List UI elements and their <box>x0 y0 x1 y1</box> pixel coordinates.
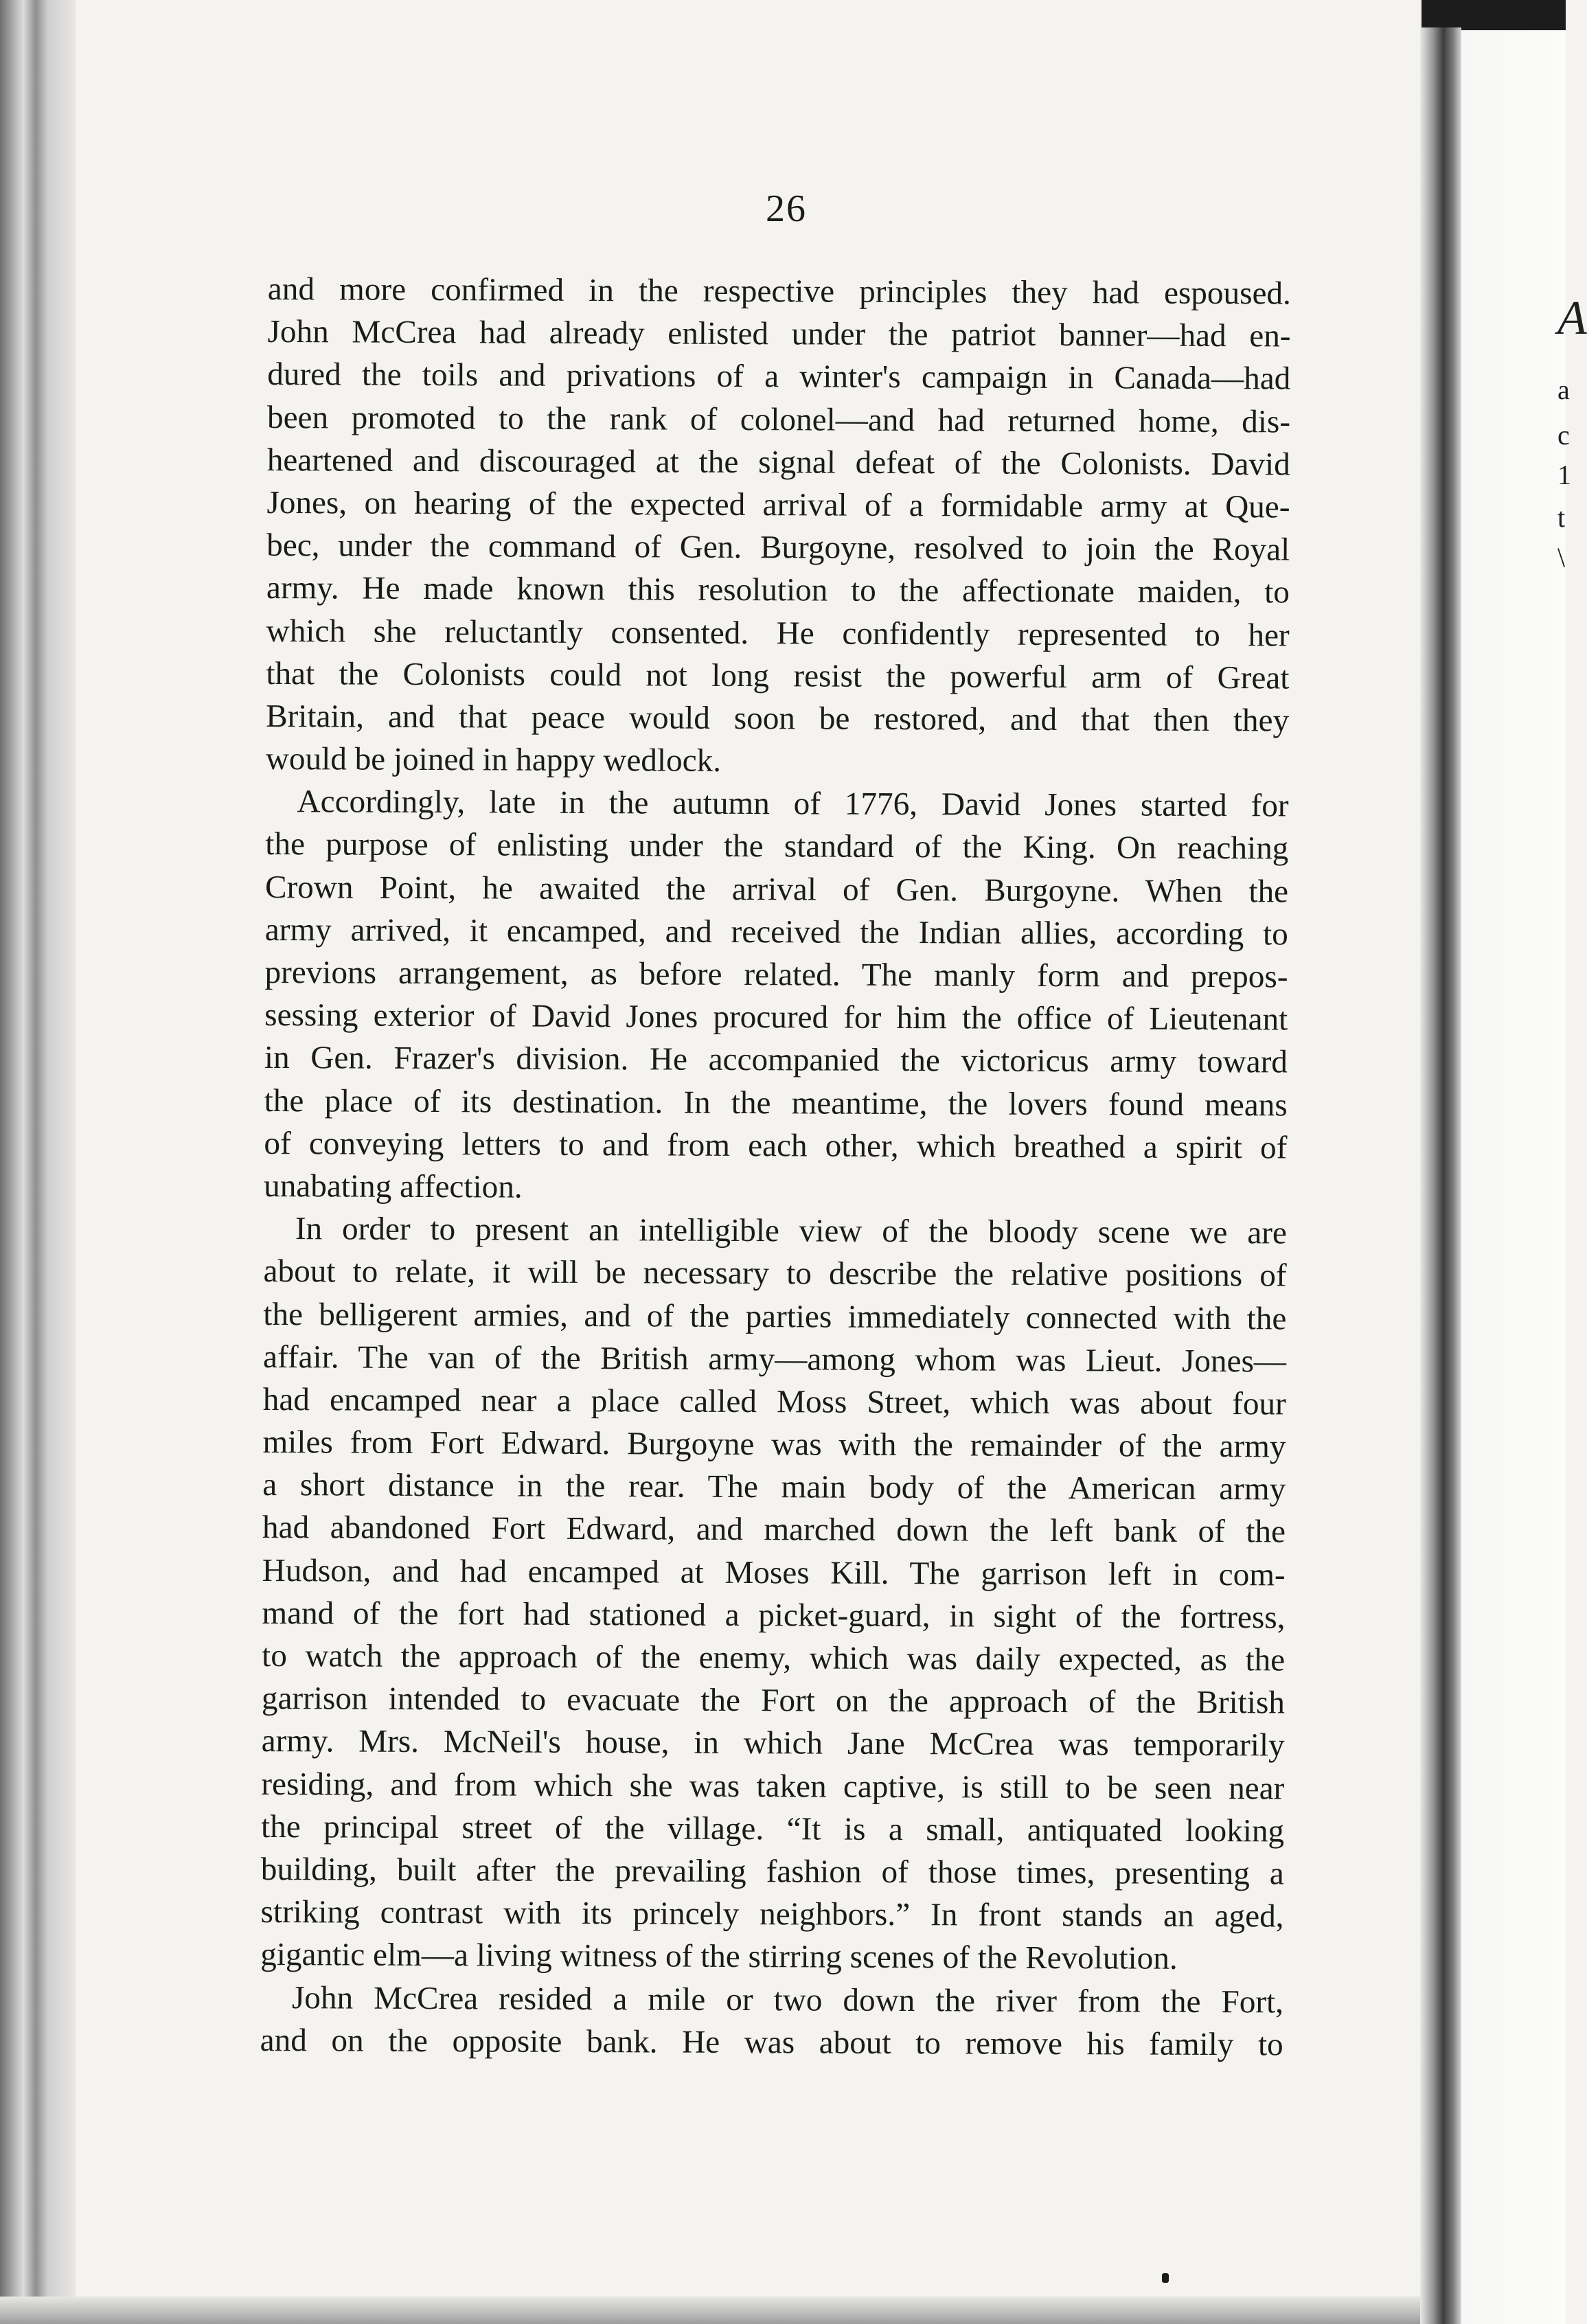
text-line: in Gen. Frazer's division. He accompanied the victoricus army toward <box>264 1040 1288 1080</box>
text-line: army arrived, it encamped, and received the Indian allies, according to <box>264 911 1288 953</box>
text-line: army. He made known this resolution to the affectionate maiden, to <box>266 570 1290 611</box>
text-line: Britain, and that peace would soon be restored, and that then they <box>266 698 1290 739</box>
ink-speck <box>1162 2273 1169 2283</box>
scan-corner-shadow <box>1422 0 1566 30</box>
text-line: unabating affection. <box>264 1167 523 1205</box>
adjacent-page-fragment: c <box>1557 420 1570 451</box>
text-line: had abandoned Fort Edward, and marched down the left bank of the <box>262 1510 1286 1550</box>
text-line: been promoted to the rank of colonel—and had returned home, dis- <box>266 399 1291 440</box>
text-line: striking contrast with its princely neighbors.” In front stands an aged, <box>260 1894 1284 1935</box>
text-line: the purpose of enlisting under the standard of the King. On reaching <box>265 826 1289 867</box>
adjacent-page-edge <box>1461 30 1587 2324</box>
text-line: mand of the fort had stationed a picket-guard, in sight of the fortress, <box>262 1595 1286 1636</box>
text-line: previons arrangement, as before related. The manly form and prepos- <box>264 954 1288 995</box>
text-line: which she reluctantly consented. He confidently represented to her <box>266 613 1290 653</box>
text-line: that the Colonists could not long resist the powerful arm of Great <box>266 655 1290 696</box>
book-gutter <box>1420 27 1461 2324</box>
text-line: building, built after the prevailing fashion of those times, presenting a <box>260 1851 1284 1892</box>
text-line: army. Mrs. McNeil's house, in which Jane McCrea was temporarily <box>261 1723 1285 1764</box>
text-line: the belligerent armies, and of the parties immediately connected with the <box>263 1296 1287 1336</box>
text-line: garrison intended to evacuate the Fort on the approach of the British <box>261 1681 1286 1721</box>
text-line: John McCrea had already enlisted under the patriot banner—had en- <box>267 314 1291 354</box>
text-line: gigantic elm—a living witness of the stirring scenes of the Revolution. <box>260 1937 1178 1977</box>
text-line: John McCrea resided a mile or two down the river from the Fort, <box>291 1979 1284 2020</box>
text-line: residing, and from which she was taken captive, is still to be seen near <box>261 1766 1285 1807</box>
text-line: of conveying letters to and from each other, which breathed a spirit of <box>264 1125 1288 1166</box>
text-line: affair. The van of the British army—among whom was Lieut. Jones— <box>262 1338 1287 1380</box>
text-line: Jones, on hearing of the expected arrival of a formidable army at Que- <box>266 484 1290 525</box>
text-line: In order to present an intelligible view of the bloody scene we are <box>295 1211 1287 1251</box>
scan-left-edge <box>0 0 76 2324</box>
text-line: would be joined in happy wedlock. <box>265 741 722 779</box>
text-line: to watch the approach of the enemy, which was daily expected, as the <box>262 1637 1286 1678</box>
adjacent-page-fragment: A <box>1557 292 1587 345</box>
scan-bottom-edge <box>0 2297 1428 2324</box>
adjacent-page-fragment: \ <box>1557 542 1566 573</box>
text-line: Crown Point, he awaited the arrival of Gen. Burgoyne. When the <box>264 869 1289 910</box>
adjacent-page-fragment: t <box>1557 502 1566 533</box>
page-number: 26 <box>766 187 807 230</box>
text-line: Hudson, and had encamped at Moses Kill. The garrison left in com- <box>262 1552 1286 1593</box>
text-line: the principal street of the village. “It is a small, antiquated looking <box>260 1808 1285 1849</box>
text-line: dured the toils and privations of a winter's campaign in Canada—had <box>267 356 1291 397</box>
text-line: the place of its destination. In the meantime, the lovers found means <box>264 1082 1288 1124</box>
text-line: a short distance in the rear. The main body of the American army <box>262 1467 1286 1507</box>
text-line: had encamped near a place called Moss Street, which was about four <box>262 1381 1286 1422</box>
text-line: and on the opposite bank. He was about to remove his family to <box>260 2022 1283 2063</box>
text-line: and more confirmed in the respective principles they had espoused. <box>267 271 1291 312</box>
page-body-text <box>260 268 1291 2066</box>
text-line: sessing exterior of David Jones procured for him the office of Lieutenant <box>264 997 1288 1038</box>
adjacent-page-fragment: 1 <box>1557 459 1571 490</box>
text-line: Accordingly, late in the autumn of 1776, David Jones started for <box>297 784 1289 824</box>
text-line: miles from Fort Edward. Burgoyne was with the remainder of the army <box>262 1424 1286 1465</box>
text-line: about to relate, it will be necessary to describe the relative positions of <box>263 1253 1287 1294</box>
adjacent-page-fragment: a <box>1557 374 1570 405</box>
text-line: heartened and discouraged at the signal defeat of the Colonists. David <box>266 442 1290 483</box>
text-line: bec, under the command of Gen. Burgoyne, resolved to join the Royal <box>266 527 1290 568</box>
